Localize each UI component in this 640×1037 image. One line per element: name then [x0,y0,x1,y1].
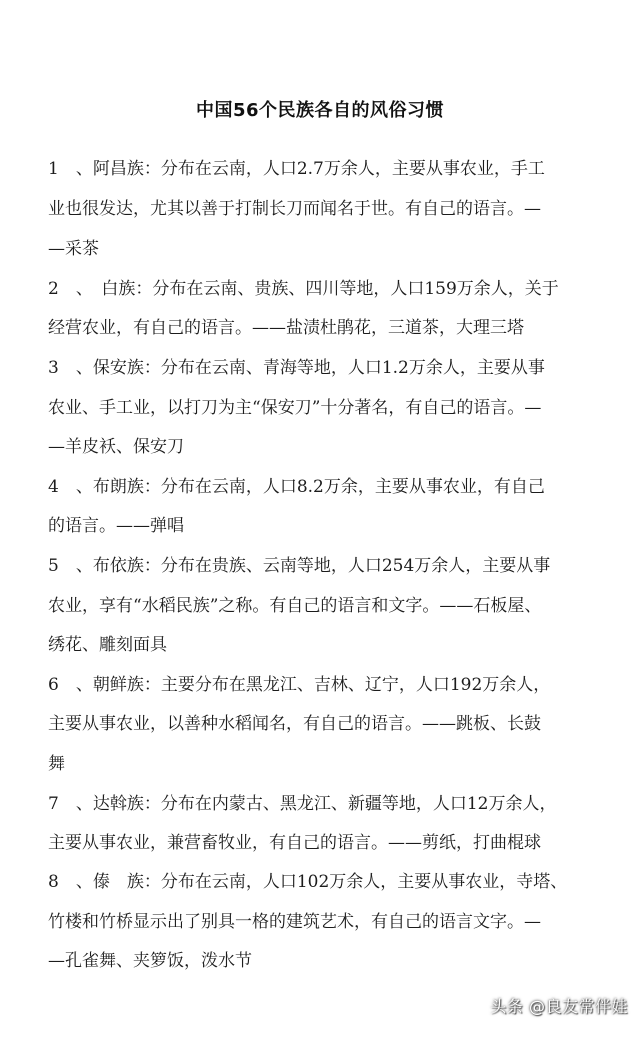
text-line: 主要从事农业，以善种水稻闻名，有自己的语言。——跳板、长鼓 [48,714,541,734]
text-line: —采茶 [48,239,99,259]
text-line: 主要从事农业，兼营畜牧业，有自己的语言。——剪纸，打曲棍球 [48,833,541,853]
text-line: 2 、 白族：分布在云南、贵族、四川等地，人口159万余人，关于 [48,279,559,299]
text-line: 业也很发达，尤其以善于打制长刀而闻名于世。有自己的语言。— [48,199,541,219]
text-line: 竹楼和竹桥显示出了别具一格的建筑艺术，有自己的语言文字。— [48,912,541,932]
text-line: 的语言。——弹唱 [48,516,184,536]
watermark: 头条 @良友常伴娃 [490,997,628,1016]
text-line: 6 、朝鲜族：主要分布在黑龙江、吉林、辽宁，人口192万余人， [48,675,551,695]
text-line: 7 、达斡族：分布在内蒙古、黑龙江、新疆等地，人口12万余人， [48,794,557,814]
text-line: 4 、布朗族：分布在云南，人口8.2万余，主要从事农业，有自己 [48,477,545,497]
text-line: 绣花、雕刻面具 [48,635,167,655]
text-line: 农业，享有“水稻民族”之称。有自己的语言和文字。——石板屋、 [48,596,542,616]
text-line: —孔雀舞、夹箩饭，泼水节 [48,951,252,971]
text-line: 1 、阿昌族：分布在云南，人口2.7万余人，主要从事农业，手工 [48,159,545,179]
text-line: 5 、布依族：分布在贵族、云南等地，人口254万余人，主要从事 [48,556,551,576]
text-line: 3 、保安族：分布在云南、青海等地，人口1.2万余人，主要从事 [48,358,545,378]
text-line: 舞 [48,754,65,774]
text-line: 农业、手工业，以打刀为主“保安刀”十分著名，有自己的语言。— [48,398,542,418]
text-line: —羊皮袄、保安刀 [48,437,184,457]
text-line: 经营农业，有自己的语言。——盐渍杜鹃花，三道茶，大理三塔 [48,318,524,338]
text-line: 8 、傣 族：分布在云南，人口102万余人，主要从事农业，寺塔、 [48,872,568,892]
document-title: 中国56个民族各自的风俗习惯 [195,100,445,121]
